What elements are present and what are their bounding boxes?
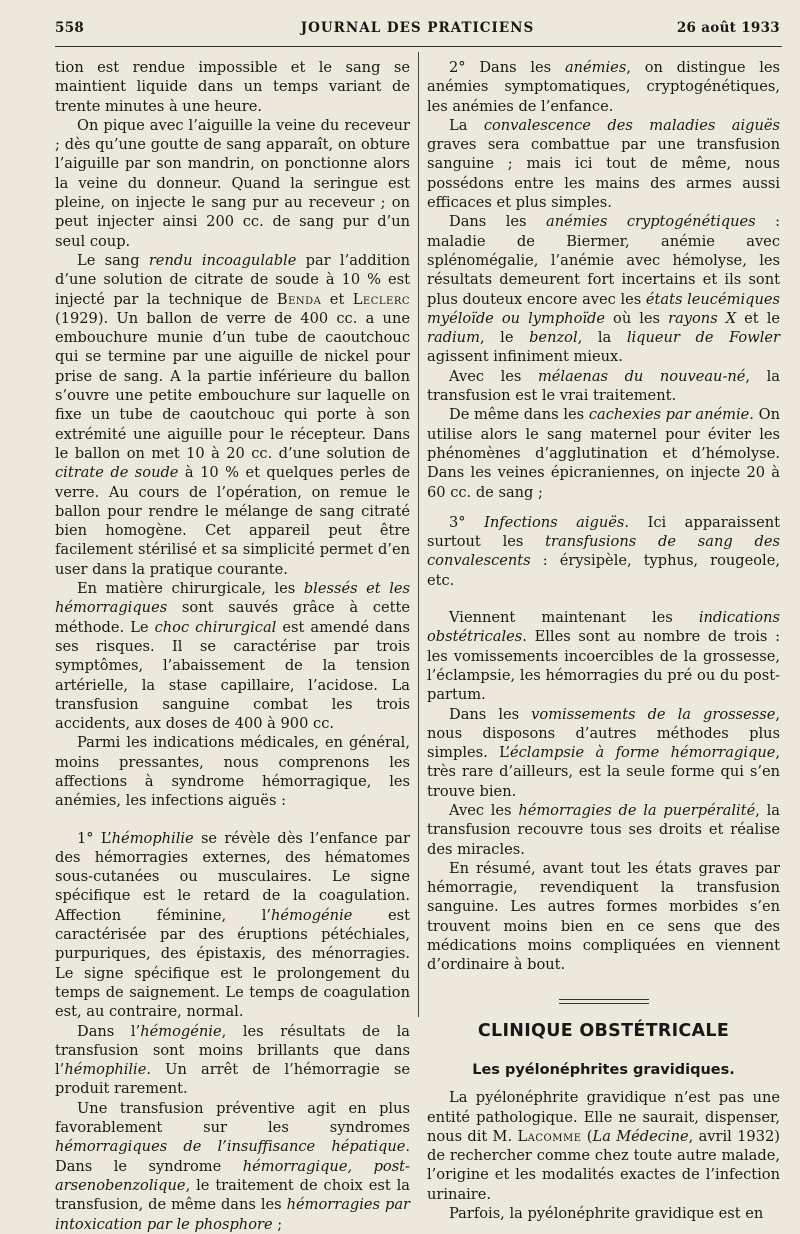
paragraph: Viennent maintenant les indications obstétricales. Elles sont au nombre de trois : les vomissements incoercibles de la grossesse, l’éclampsie, les hémorragies du pré ou du post-partum. xyxy=(427,609,780,704)
paragraph: 1° L’hémophilie se révèle dès l’enfance par des hémorragies externes, des hématomes sous-cutanées ou musculaires. Le signe spécifique est le retard de la coagulation. Affection féminine, l’hémogénie est caractérisée par des éruptions pétéchiales, purpuriques, des épistaxis, des ménorragies. Le signe spécifique est le prolongement du temps de saignement. Le temps de coagulation est, au contraire, normal. xyxy=(55,829,410,1021)
page-header xyxy=(55,20,780,40)
subsection-title: Les pyélonéphrites gravidiques. xyxy=(472,1061,735,1078)
section-title: CLINIQUE OBSTÉTRICALE xyxy=(477,1020,730,1041)
paragraph: En résumé, avant tout les états graves par hémorragie, revendiquent la transfusion sanguine. Les autres formes morbides s’en trouvent moins bien en ce sens que des médications moins compliquées en viennent d’ordinaire à bout. xyxy=(427,859,780,974)
paragraph: Parfois, la pyélonéphrite gravidique est en xyxy=(449,1205,764,1223)
paragraph: tion est rendue impossible et le sang se maintient liquide dans un temps variant de trente minutes à une heure. xyxy=(55,59,410,115)
section-separator xyxy=(559,999,649,1004)
left-column xyxy=(55,58,410,1234)
paragraph: On pique avec l’aiguille la veine du receveur ; dès qu’une goutte de sang apparaît, on obture l’aiguille par son mandrin, on ponctionne alors la veine du donneur. Quand la seringue est pleine, on injecte le sang pur au receveur ; on peut injecter ainsi 200 cc. de sang pur d’un seul coup. xyxy=(55,116,410,250)
paragraph: En matière chirurgicale, les blessés et les hémorragiques sont sauvés grâce à cette méthode. Le choc chirurgical est amendé dans ses risques. Il se caractérise par trois symptômes, l’abaissement de la tension artérielle, la stase capillaire, l’acidose. La transfusion sanguine combat les trois accidents, aux doses de 400 à 900 cc. xyxy=(55,580,410,733)
paragraph: Le sang rendu incoagulable par l’addition d’une solution de citrate de soude à 10 % est injecté par la technique de Benda et Leclerc (1929). Un ballon de verre de 400 cc. a une embouchure munie d’un tube de caoutchouc qui se termine par une aiguille de nickel pour prise de sang. A la partie inférieure du ballon s’ouvre une petite embouchure sur laquelle on fixe un tube de caoutchouc qui porte à son extrémité une aiguille pour le récepteur. Dans le ballon on met 10 à 20 cc. d’une solution de citrate de soude à 10 % et quelques perles de verre. Au cours de l’opération, on remue le ballon pour rendre le mélange de sang citraté bien homogène. Cet appareil peut être facilement stérilisé et sa simplicité permet d’en user dans la pratique courante. xyxy=(55,251,410,578)
issue-date: 26 août 1933 xyxy=(676,20,780,36)
paragraph: Dans les anémies cryptogénétiques : maladie de Biermer, anémie avec splénomégalie, l’anémie avec hémolyse, les résultats demeurent fort incertains et ils sont plus douteux encore avec les états leucémiques myéloïde ou lymphoïde où les rayons X et le radium, le benzol, la liqueur de Fowler agissent infiniment mieux. xyxy=(427,213,780,366)
paragraph: 3° Infections aiguës. Ici apparaissent surtout les transfusions de sang des convalescents : érysipèle, typhus, rougeole, etc. xyxy=(427,513,780,589)
paragraph: De même dans les cachexies par anémie. On utilise alors le sang maternel pour éviter les phénomènes d’agglutination et d’hémolyse. Dans les veines épicraniennes, on injecte 20 à 60 cc. de sang ; xyxy=(427,406,780,501)
column-divider xyxy=(418,52,419,1017)
paragraph: La pyélonéphrite gravidique n’est pas une entité pathologique. Elle ne saurait, dispenser, nous dit M. Lacomme (La Médecine, avril 1932) de rechercher comme chez toute autre malade, l’origine et les modalités exactes de l’infection urinaire. xyxy=(427,1089,780,1203)
paragraph: Dans l’hémogénie, les résultats de la transfusion sont moins brillants que dans l’hémophilie. Un arrêt de l’hémorragie se produit rarement. xyxy=(55,1022,410,1098)
page-number: 558 xyxy=(55,20,85,36)
paragraph: Avec les hémorragies de la puerpéralité, la transfusion recouvre tous ses droits et réalise des miracles. xyxy=(427,801,780,858)
paragraph: Une transfusion préventive agit en plus favorablement sur les syndromes hémorragiques de l’insuffisance hépatique. Dans le syndrome hémorragique, post-arsenobenzolique, le traitement de choix est la transfusion, de même dans les hémorragies par intoxication par le phosphore ; xyxy=(55,1099,411,1233)
paragraph: Dans les vomissements de la grossesse, nous disposons d’autres méthodes plus simples. L’éclampsie à forme hémorragique, très rare d’ailleurs, est la seule forme qui s’en trouve bien. xyxy=(427,705,780,800)
paragraph: Avec les mélaenas du nouveau-né, la transfusion est le vrai traitement. xyxy=(427,367,780,405)
right-column xyxy=(427,58,780,1223)
journal-title: JOURNAL DES PRATICIENS xyxy=(300,20,535,36)
header-rule xyxy=(55,46,782,47)
paragraph: Parmi les indications médicales, en général, moins pressantes, nous comprenons les affections à syndrome hémorragique, les anémies, les infections aiguës : xyxy=(55,734,410,810)
paragraph: La convalescence des maladies aiguës graves sera combattue par une transfusion sanguine ; mais ici tout de même, nous possédons entre les mains des armes aussi efficaces et plus simples. xyxy=(427,116,780,212)
paragraph: 2° Dans les anémies, on distingue les anémies symptomatiques, cryptogénétiques, les anémies de l’enfance. xyxy=(427,59,780,115)
